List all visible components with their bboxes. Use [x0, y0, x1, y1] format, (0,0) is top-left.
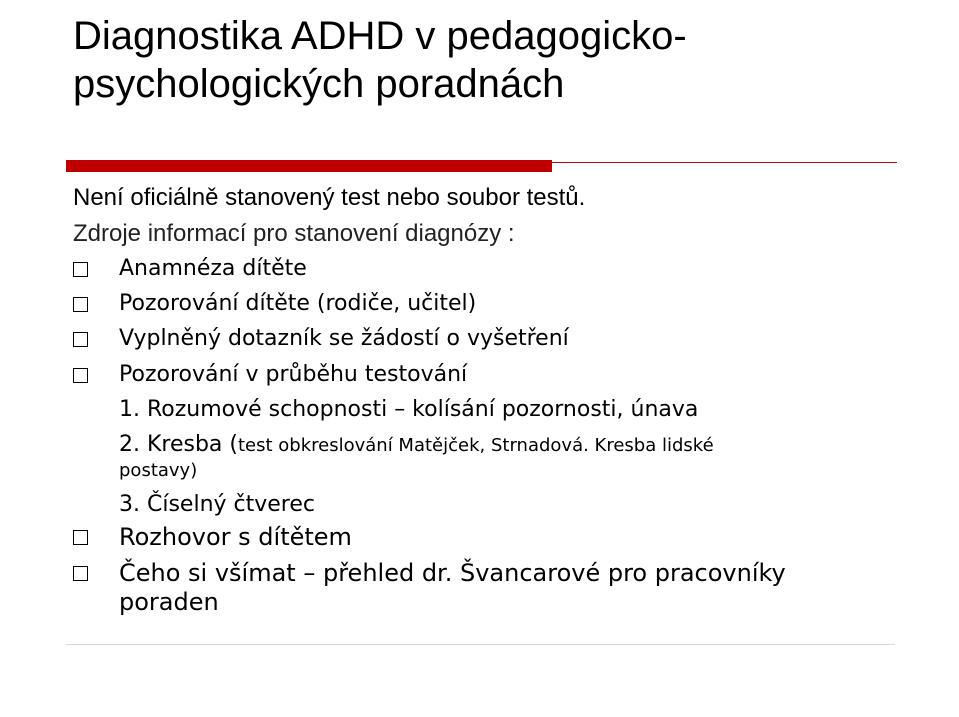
- title-line-1: Diagnostika ADHD v pedagogicko-: [73, 14, 687, 58]
- sub-item-1: 1. Rozumové schopnosti – kolísání pozornosti, únava: [119, 397, 699, 422]
- checkbox-icon: [73, 262, 88, 277]
- list-item-anamneza: Anamnéza dítěte: [119, 256, 307, 281]
- title-underline-bar: [66, 160, 552, 172]
- list-item-dotaznik: Vyplněný dotazník se žádostí o vyšetření: [119, 326, 569, 351]
- title-underline-thin: [552, 162, 897, 163]
- checkbox-icon: [73, 368, 88, 383]
- checkbox-icon: [73, 566, 88, 581]
- list-item-ceho-si-vsimat: Čeho si všímat – přehled dr. Švancarové pro pracovníky: [119, 559, 786, 587]
- intro-line-1: Není oficiálně stanovený test nebo soubor testů.: [73, 184, 586, 211]
- slide-title: [73, 12, 893, 108]
- list-item-rozhovor: Rozhovor s dítětem: [119, 523, 352, 551]
- sub-item-2: [119, 430, 714, 461]
- checkbox-icon: [73, 332, 88, 347]
- list-item-testovani: Pozorování v průběhu testování: [119, 362, 468, 387]
- checkbox-icon: [73, 297, 88, 312]
- list-item-ceho-si-vsimat-wrap: poraden: [119, 588, 219, 616]
- sub-item-3: 3. Číselný čtverec: [119, 492, 315, 517]
- sub-item-2-detail: test obkreslování Matějček, Strnadová. Kresba lidské: [238, 435, 714, 456]
- sub-item-2-wrap: postavy): [119, 460, 198, 481]
- checkbox-icon: [73, 530, 88, 545]
- title-line-2: psychologických poradnách: [73, 62, 565, 106]
- footer-divider: [66, 644, 895, 645]
- intro-line-2: Zdroje informací pro stanovení diagnózy :: [73, 220, 515, 247]
- list-item-pozorovani: Pozorování dítěte (rodiče, učitel): [119, 291, 477, 316]
- sub-item-2-main: 2. Kresba (: [119, 432, 238, 457]
